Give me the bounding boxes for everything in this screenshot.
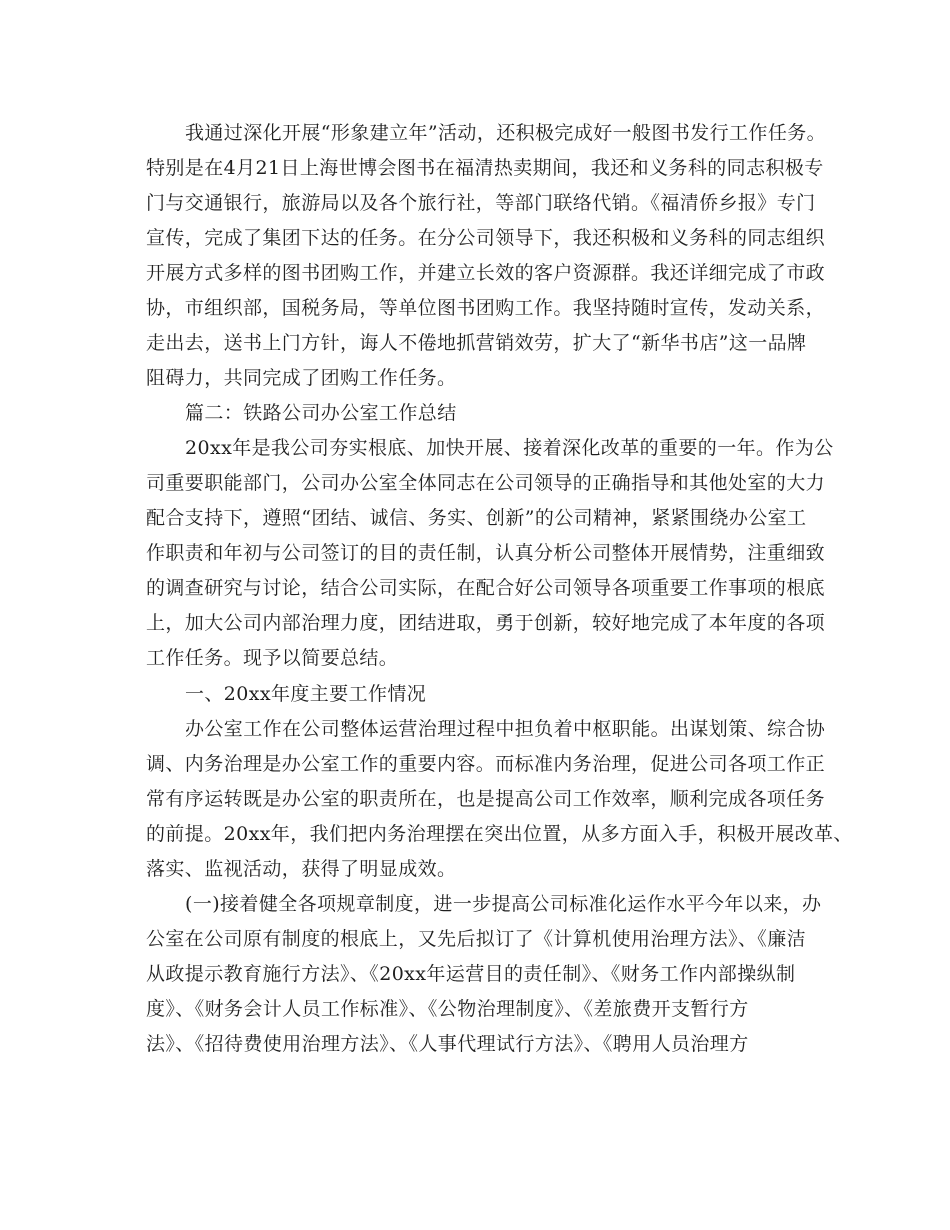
text-line: 公室在公司原有制度的根底上，又先后拟订了《计算机使用治理方法》、《廉洁 bbox=[146, 928, 807, 950]
text-line: 法》、《招待费使用治理方法》、《人事代理试行方法》、《聘用人员治理方 bbox=[146, 1033, 749, 1055]
text-line: 工作任务。现予以简要总结。 bbox=[146, 647, 399, 669]
text-line: 走出去，送书上门方针，诲人不倦地抓营销效劳，扩大了“新华书店”这一品牌 bbox=[146, 332, 807, 354]
text-line: 我通过深化开展“形象建立年”活动，还积极完成好一般图书发行工作任务。 bbox=[185, 122, 827, 144]
text-line: 开展方式多样的图书团购工作，并建立长效的客户资源群。我还详细完成了市政 bbox=[146, 262, 826, 284]
text-line: 的调查研究与讨论，结合公司实际，在配合好公司领导各项重要工作事项的根底 bbox=[146, 577, 826, 599]
text-line: 办公室工作在公司整体运营治理过程中担负着中枢职能。出谋划策、综合协 bbox=[185, 718, 826, 740]
text-line: 特别是在4月21日上海世博会图书在福清热卖期间，我还和义务科的同志积极专 bbox=[146, 157, 824, 179]
section-heading: 一、20xx年度主要工作情况 bbox=[185, 683, 427, 705]
text-line: 常有序运转既是办公室的职责所在，也是提高公司工作效率，顺利完成各项任务 bbox=[146, 788, 826, 810]
text-line: 的前提。20xx年，我们把内务治理摆在突出位置，从多方面入手，积极开展改革、 bbox=[146, 823, 853, 845]
text-line: (一)接着健全各项规章制度，进一步提高公司标准化运作水平今年以来，办 bbox=[185, 893, 822, 915]
section-heading: 篇二：铁路公司办公室工作总结 bbox=[185, 402, 457, 424]
text-line: 宣传，完成了集团下达的任务。在分公司领导下，我还积极和义务科的同志组织 bbox=[146, 227, 826, 249]
text-line: 20xx年是我公司夯实根底、加快开展、接着深化改革的重要的一年。作为公 bbox=[185, 437, 834, 459]
text-line: 度》、《财务会计人员工作标准》、《公物治理制度》、《差旅费开支暂行方 bbox=[146, 998, 749, 1020]
text-line: 司重要职能部门，公司办公室全体同志在公司领导的正确指导和其他处室的大力 bbox=[146, 472, 826, 494]
text-line: 配合支持下，遵照“团结、诚信、务实、创新”的公司精神，紧紧围绕办公室工 bbox=[146, 507, 807, 529]
text-line: 门与交通银行，旅游局以及各个旅行社，等部门联络代销。《福清侨乡报》专门 bbox=[146, 192, 816, 214]
text-line: 落实、监视活动，获得了明显成效。 bbox=[146, 858, 457, 880]
text-line: 作职责和年初与公司签订的目的责任制，认真分析公司整体开展情势，注重细致 bbox=[146, 542, 826, 564]
text-line: 调、内务治理是办公室工作的重要内容。而标准内务治理，促进公司各项工作正 bbox=[146, 753, 826, 775]
text-line: 阻碍力，共同完成了团购工作任务。 bbox=[146, 367, 457, 389]
text-line: 从政提示教育施行方法》、《20xx年运营目的责任制》、《财务工作内部操纵制 bbox=[146, 963, 796, 985]
text-line: 上，加大公司内部治理力度，团结进取，勇于创新，较好地完成了本年度的各项 bbox=[146, 612, 826, 634]
text-line: 协，市组织部，国税务局，等单位图书团购工作。我坚持随时宣传，发动关系， bbox=[146, 297, 826, 319]
